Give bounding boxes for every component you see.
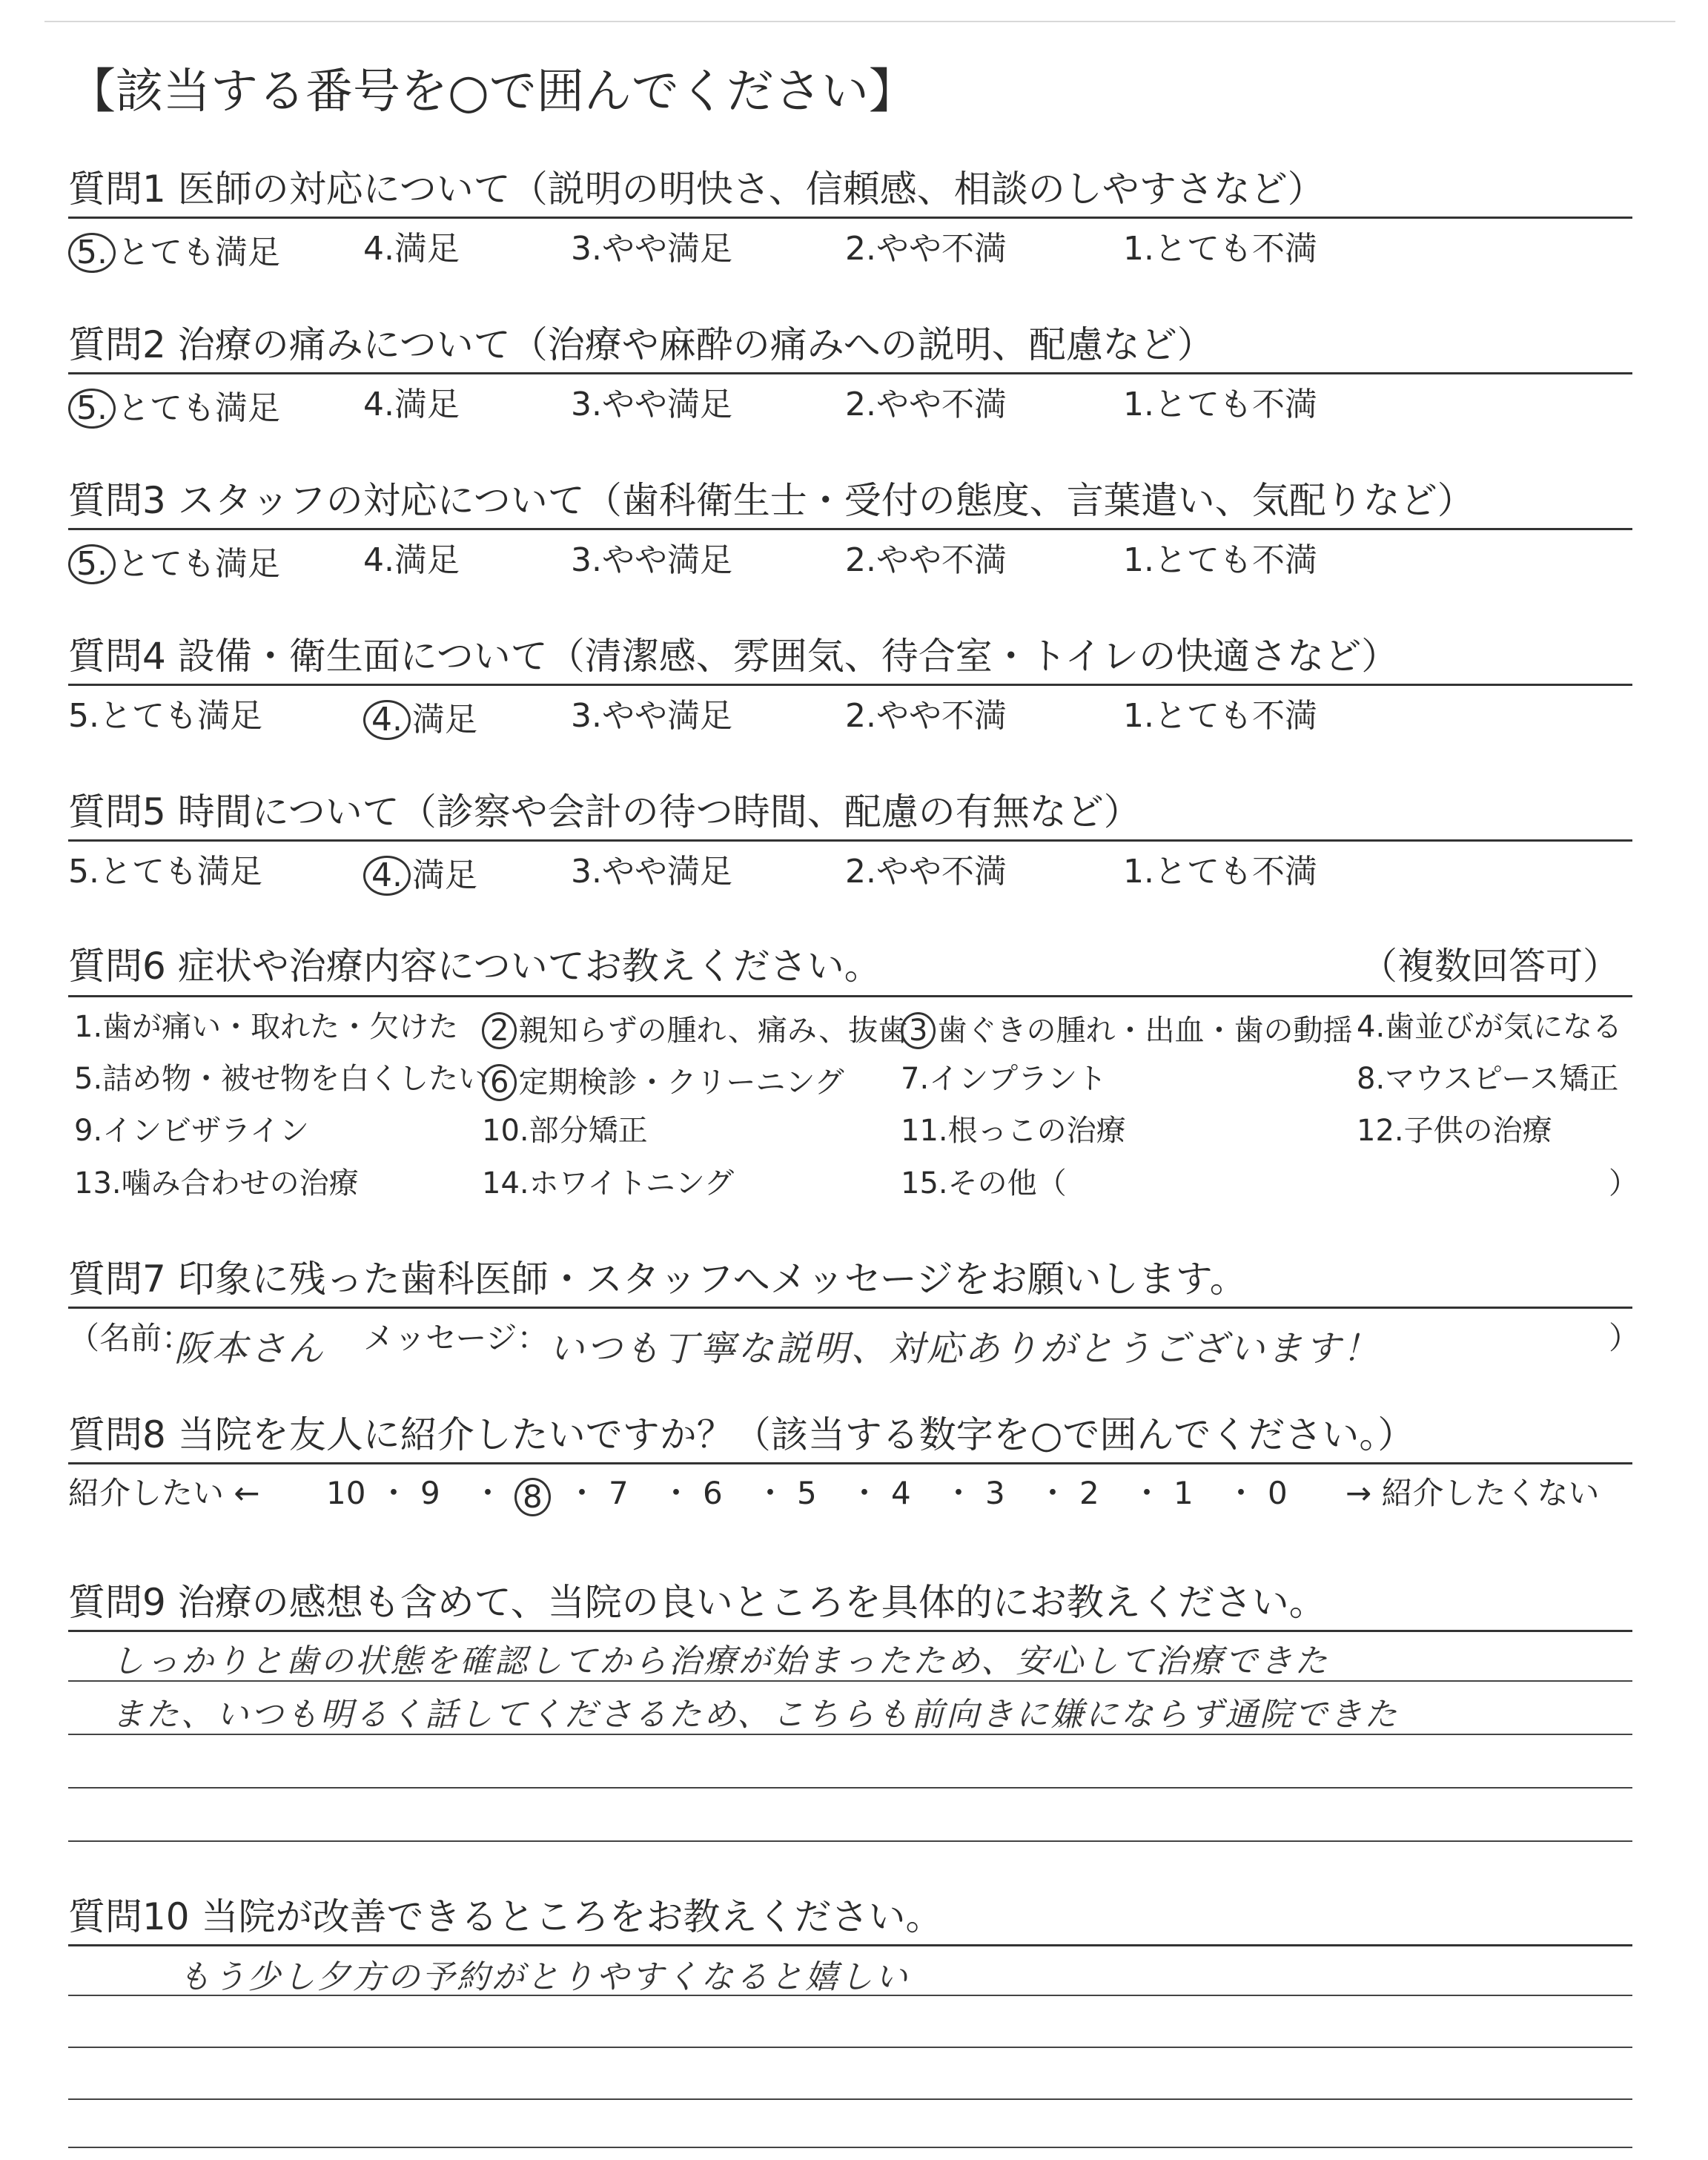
q6-option-label: インビザライン: [102, 1114, 309, 1148]
q8-scale-dot: ・: [755, 1475, 787, 1511]
q8-scale-dot: ・: [566, 1475, 598, 1511]
q6-option-number: 15.: [901, 1166, 948, 1200]
q7-message-value: いつも丁寧な説明、対応ありがとうございます！: [549, 1328, 1381, 1370]
q6-other-close: ）: [1609, 1166, 1638, 1200]
q10-title: 質問10 当院が改善できるところをお教えください。: [68, 1895, 943, 1938]
question-title: 質問3 スタッフの対応について（歯科衛生士・受付の態度、言葉遣い、気配りなど）: [68, 479, 1474, 522]
question-title: 質問1 医師の対応について（説明の明快さ、信頼感、相談のしやすさなど）: [68, 168, 1325, 211]
q9-writing-line: [68, 1680, 1632, 1682]
question-title: 質問2 治療の痛みについて（治療や麻酔の痛みへの説明、配慮など）: [68, 323, 1214, 366]
q6-option-number: 4.: [1357, 1010, 1386, 1044]
answer-option: 3.やや満足: [571, 541, 732, 579]
q6-option-label: 歯が痛い・取れた・欠けた: [102, 1010, 459, 1044]
q6-option-number: 13.: [74, 1166, 122, 1200]
q6-option: [1357, 1064, 1618, 1094]
q10-rule: [68, 1944, 1632, 1946]
q8-scale-number: 0: [1268, 1475, 1288, 1511]
q6-option-number: 12.: [1357, 1114, 1404, 1148]
q6-option-number: 3: [901, 1012, 936, 1049]
answer-option: 2.やや不満: [845, 697, 1007, 735]
q6-option-number: 8.: [1357, 1062, 1386, 1096]
answer-option: 4.満足: [363, 230, 460, 268]
answer-option: 2.やや不満: [845, 853, 1007, 891]
q8-scale-number: 9: [420, 1475, 440, 1511]
q7-name-label: （名前：: [68, 1320, 193, 1356]
q8-scale-dot: ・: [378, 1475, 410, 1511]
q7-close: ）: [1609, 1320, 1641, 1356]
q8-scale-number: 7: [609, 1475, 629, 1511]
answer-option: 1.とても不満: [1123, 230, 1317, 268]
q9-rule: [68, 1630, 1632, 1632]
answer-option: 3.やや満足: [571, 697, 732, 735]
q8-scale-number: 1: [1174, 1475, 1194, 1511]
circled-answer-number: 5.: [68, 544, 116, 584]
q9-writing-line: [68, 1734, 1632, 1735]
q6-option-number: 6: [482, 1064, 517, 1101]
q8-scale-value: [1079, 1475, 1099, 1511]
answer-option: 3.やや満足: [571, 386, 732, 423]
q6-option: [901, 1116, 1126, 1146]
page-top-edge: [44, 21, 1675, 22]
q8-scale-dot: ・: [1131, 1475, 1163, 1511]
answer-option: 3.やや満足: [571, 230, 732, 268]
answer-label: 満足: [411, 856, 477, 894]
q6-option: [482, 1166, 735, 1200]
q10-writing-line: [68, 2047, 1632, 2048]
q9-line-2: また、いつも明るく話してくださるため、こちらも前向きに嫌にならず通院できた: [111, 1696, 1400, 1734]
q6-option: [1357, 1012, 1622, 1042]
q9-writing-line: [68, 1840, 1632, 1842]
question-rule: [68, 839, 1632, 842]
q10-writing-line: [68, 2147, 1632, 2148]
q8-scale-dot: ・: [849, 1475, 881, 1511]
answer-option: [68, 544, 280, 584]
q8-scale-number: 10: [326, 1475, 366, 1511]
q7-message-label: メッセージ：: [363, 1320, 549, 1356]
q8-scale-dot: ・: [472, 1475, 504, 1511]
answer-label: とても満足: [116, 545, 280, 583]
q6-option: [74, 1116, 309, 1146]
answer-option: 4.満足: [363, 386, 460, 423]
q10-writing-line: [68, 1995, 1632, 1996]
answer-option: [363, 856, 477, 896]
q6-option: [482, 1116, 648, 1146]
q6-option-label: 歯ぐきの腫れ・出血・歯の動揺: [937, 1014, 1353, 1048]
q8-scale-value: [1268, 1475, 1288, 1511]
answer-option: 1.とても不満: [1123, 386, 1317, 423]
q8-scale-number: 2: [1079, 1475, 1099, 1511]
circled-answer-number: 4.: [363, 856, 411, 896]
question-rule: [68, 684, 1632, 686]
answer-option: [363, 700, 477, 740]
q10-writing-line: [68, 2098, 1632, 2100]
q6-option: [74, 1064, 488, 1094]
q6-option-number: 2: [482, 1012, 517, 1049]
answer-label: 満足: [411, 701, 477, 739]
q8-left-label: 紹介したい ←: [68, 1475, 260, 1511]
answer-option: 1.とても不満: [1123, 541, 1317, 579]
q6-option: [482, 1064, 844, 1101]
q6-option: [901, 1012, 1352, 1049]
question-rule: [68, 372, 1632, 374]
instruction-header: 【該当する番号を○で囲んでください】: [68, 65, 916, 119]
q8-scale-value: [420, 1475, 440, 1511]
q6-option-number: 5.: [74, 1062, 103, 1096]
answer-option: 5.とても満足: [68, 697, 262, 735]
q6-option-label: 子供の治療: [1403, 1114, 1552, 1148]
q6-option-label: ホワイトニング: [529, 1166, 735, 1200]
q6-option-number: 1.: [74, 1010, 103, 1044]
answer-option: 2.やや不満: [845, 386, 1007, 423]
q6-title: 質問6 症状や治療内容についてお教えください。: [68, 945, 881, 988]
q6-option-label: 親知らずの腫れ、痛み、抜歯: [518, 1014, 908, 1048]
answer-option: 2.やや不満: [845, 230, 1007, 268]
q6-option: [74, 1166, 359, 1200]
q6-option: [1357, 1116, 1552, 1146]
question-title: 質問5 時間について（診察や会計の待つ時間、配慮の有無など）: [68, 790, 1141, 833]
q6-option: [901, 1064, 1107, 1094]
q7-name-value: 阪本さん: [174, 1328, 326, 1370]
q6-option-label: 根っこの治療: [947, 1114, 1126, 1148]
question-rule: [68, 528, 1632, 530]
q6-option-number: 9.: [74, 1114, 103, 1148]
q6-option-label: マウスピース矯正: [1385, 1062, 1619, 1096]
q9-writing-line: [68, 1787, 1632, 1789]
answer-option: 1.とても不満: [1123, 697, 1317, 735]
q7-title: 質問7 印象に残った歯科医師・スタッフへメッセージをお願いします。: [68, 1258, 1247, 1301]
q7-rule: [68, 1307, 1632, 1309]
q6-option-number: 11.: [901, 1114, 948, 1148]
answer-option: 2.やや不満: [845, 541, 1007, 579]
q6-option-label: 部分矯正: [529, 1114, 648, 1148]
q6-option-label: 歯並びが気になる: [1385, 1010, 1623, 1044]
answer-option: 5.とても満足: [68, 853, 262, 891]
q9-title: 質問9 治療の感想も含めて、当院の良いところを具体的にお教えください。: [68, 1581, 1326, 1624]
q6-option-number: 7.: [901, 1062, 930, 1096]
q8-scale-number: 8: [514, 1478, 551, 1516]
q6-option: [74, 1012, 458, 1042]
q8-scale-number: 4: [891, 1475, 911, 1511]
q8-scale-number: 5: [797, 1475, 817, 1511]
q6-option-number: 14.: [482, 1166, 529, 1200]
q6-option-number: 10.: [482, 1114, 529, 1148]
circled-answer-number: 5.: [68, 389, 116, 429]
answer-label: とても満足: [116, 234, 280, 271]
q6-option-label: 詰め物・被せ物を白くしたい: [102, 1062, 489, 1096]
question-title: 質問4 設備・衛生面について（清潔感、雰囲気、待合室・トイレの快適さなど）: [68, 635, 1399, 678]
q8-scale-value: [609, 1475, 629, 1511]
q8-scale-value: [797, 1475, 817, 1511]
answer-option: 1.とても不満: [1123, 853, 1317, 891]
q6-option-label: インプラント: [929, 1062, 1108, 1096]
q8-right-label: → 紹介したくない: [1345, 1475, 1600, 1511]
q8-scale-value: [1174, 1475, 1194, 1511]
q8-scale-dot: ・: [661, 1475, 692, 1511]
answer-option: [68, 233, 280, 273]
q8-scale-number: 3: [985, 1475, 1005, 1511]
circled-answer-number: 4.: [363, 700, 411, 740]
q6-option-label: 噛み合わせの治療: [121, 1166, 359, 1200]
q8-scale-value: [326, 1475, 366, 1511]
q6-option: [482, 1012, 907, 1049]
q8-scale-number: 6: [703, 1475, 723, 1511]
q8-rule: [68, 1462, 1632, 1464]
q6-option-label: その他（: [947, 1166, 1067, 1200]
q8-scale-value: [514, 1478, 552, 1516]
q10-line-1: もう少し夕方の予約がとりやすくなると嬉しい: [178, 1958, 910, 1996]
answer-option: 3.やや満足: [571, 853, 732, 891]
q6-option-label: 定期検診・クリーニング: [518, 1066, 844, 1100]
q8-scale-value: [703, 1475, 723, 1511]
q9-line-1: しっかりと歯の状態を確認してから治療が始まったため、安心して治療できた: [111, 1642, 1330, 1680]
q8-scale-value: [891, 1475, 911, 1511]
q8-scale-dot: ・: [1225, 1475, 1257, 1511]
answer-option: [68, 389, 280, 429]
answer-option: 4.満足: [363, 541, 460, 579]
q8-title: 質問8 当院を友人に紹介したいですか？（該当する数字を○で囲んでください。）: [68, 1413, 1415, 1456]
answer-label: とても満足: [116, 389, 280, 427]
q8-scale-value: [985, 1475, 1005, 1511]
q6-rule: [68, 995, 1632, 997]
q8-scale-dot: ・: [1037, 1475, 1069, 1511]
circled-answer-number: 5.: [68, 233, 116, 273]
q8-scale-dot: ・: [943, 1475, 975, 1511]
q6-option: [901, 1166, 1067, 1200]
q6-note: （複数回答可）: [1360, 945, 1620, 988]
question-rule: [68, 217, 1632, 219]
